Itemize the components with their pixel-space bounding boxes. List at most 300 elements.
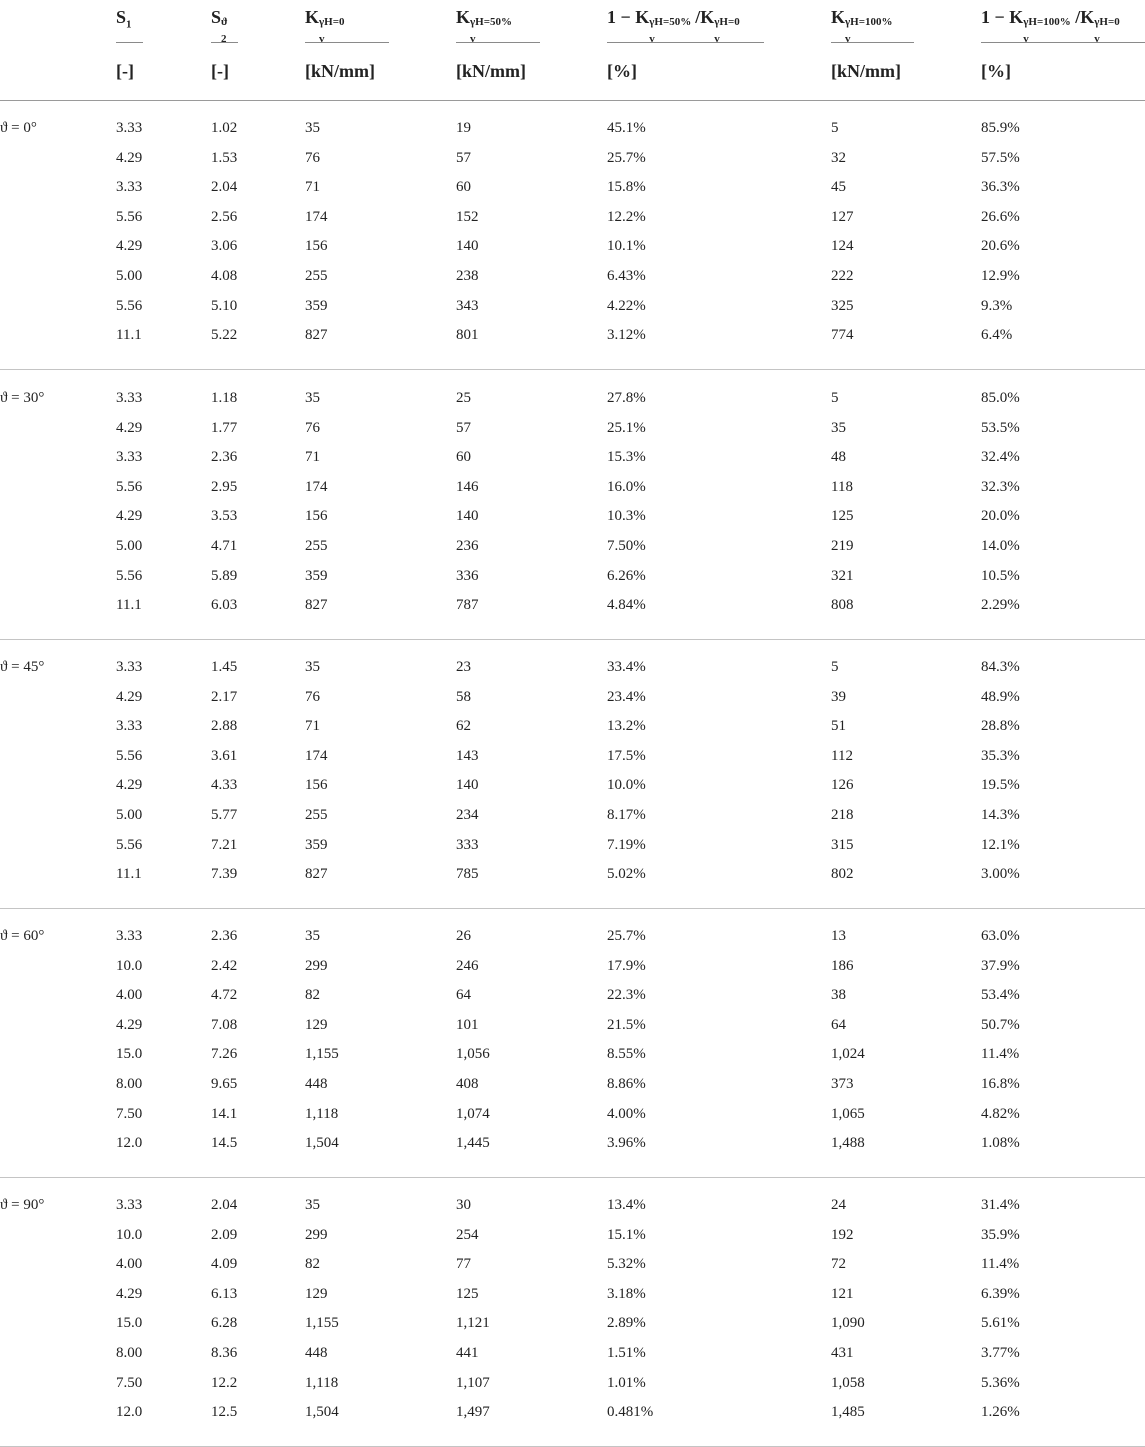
group-label: ϑ = 90° (0, 1197, 45, 1213)
table-row (0, 659, 1145, 689)
header-rule (456, 42, 540, 43)
group-label: ϑ = 0° (0, 120, 37, 136)
table-cell: 62 (456, 718, 471, 735)
table-cell: 140 (456, 238, 479, 255)
table-row (0, 837, 1145, 867)
table-cell: 174 (305, 747, 328, 764)
table-cell: 10.5% (981, 567, 1020, 584)
table-cell: 3.33 (116, 659, 143, 675)
table-cell: 58 (456, 688, 471, 705)
table-cell: 359 (305, 836, 328, 853)
table-cell: 118 (831, 478, 853, 495)
table-cell: 1.08% (981, 1135, 1020, 1152)
table-cell: 4.71 (211, 538, 238, 554)
table-cell: 12.1% (981, 836, 1020, 853)
table-cell: 20.0% (981, 508, 1020, 525)
table-row (0, 568, 1145, 598)
table-row (0, 1197, 1145, 1227)
table-cell: 3.12% (607, 327, 646, 344)
table-cell: 10.0 (116, 957, 143, 974)
table-cell: 129 (305, 1285, 328, 1302)
table-row (0, 1046, 1145, 1076)
table-row (0, 508, 1145, 538)
table-cell: 827 (305, 597, 328, 614)
header-reduction-100: 1 − K γH=100% v /K γH=0 v (981, 7, 1120, 45)
table-cell: 84.3% (981, 659, 1020, 675)
table-cell: 14.1 (211, 1105, 238, 1122)
table-cell: 1.18 (211, 390, 238, 406)
table-cell: 8.00 (116, 1076, 143, 1092)
table-cell: 16.0% (607, 478, 646, 495)
table-cell: 23 (456, 659, 471, 675)
table-cell: 10.0% (607, 777, 646, 794)
table-cell: 7.39 (211, 866, 238, 883)
table-cell: 8.86% (607, 1076, 646, 1092)
table-cell: 5 (831, 390, 839, 406)
table-cell: 255 (305, 807, 328, 823)
table-row (0, 1227, 1145, 1257)
table-row (0, 1375, 1145, 1405)
table-cell: 64 (831, 1016, 846, 1033)
table-cell: 218 (831, 807, 854, 823)
header-rule (116, 42, 143, 43)
table-cell: 12.2 (211, 1374, 238, 1391)
table-cell: 1,121 (456, 1315, 490, 1332)
table-cell: 32.3% (981, 478, 1020, 495)
table-cell: 14.5 (211, 1135, 238, 1152)
table-row (0, 209, 1145, 239)
table-cell: 441 (456, 1345, 479, 1361)
table-cell: 1,056 (456, 1046, 490, 1063)
table-cell: 4.29 (116, 1016, 143, 1033)
table-cell: 5.56 (116, 208, 143, 225)
table-cell: 6.03 (211, 597, 238, 614)
table-cell: 2.56 (211, 208, 238, 225)
table-cell: 7.50% (607, 538, 646, 554)
table-cell: 1,497 (456, 1404, 490, 1421)
table-cell: 7.08 (211, 1016, 238, 1033)
table-cell: 4.22% (607, 297, 646, 314)
table-cell: 10.1% (607, 238, 646, 255)
table-row (0, 150, 1145, 180)
table-cell: 71 (305, 449, 320, 466)
table-cell: 126 (831, 777, 854, 794)
table-cell: 63.0% (981, 928, 1020, 944)
table-row (0, 1076, 1145, 1106)
table-cell: 5 (831, 659, 839, 675)
table-cell: 3.33 (116, 120, 143, 136)
table-cell: 2.36 (211, 928, 238, 944)
table-cell: 219 (831, 538, 854, 554)
table-cell: 15.1% (607, 1226, 646, 1243)
table-cell: 125 (831, 508, 854, 525)
table-row (0, 748, 1145, 778)
table-cell: 156 (305, 508, 328, 525)
table-cell: 13.2% (607, 718, 646, 735)
table-cell: 60 (456, 449, 471, 466)
table-cell: 2.42 (211, 957, 238, 974)
table-cell: 4.00% (607, 1105, 646, 1122)
header-rule (831, 42, 914, 43)
table-cell: 5.00 (116, 538, 143, 554)
table-cell: 17.5% (607, 747, 646, 764)
table-cell: 5.00 (116, 807, 143, 823)
table-cell: 802 (831, 866, 854, 883)
table-row (0, 1345, 1145, 1375)
table-group (0, 1177, 1145, 1447)
header-rule (607, 42, 764, 43)
table-cell: 1.53 (211, 149, 238, 166)
table-cell: 156 (305, 238, 328, 255)
table-cell: 19 (456, 120, 471, 136)
table-cell: 8.00 (116, 1345, 143, 1361)
table-cell: 32.4% (981, 449, 1020, 466)
table-cell: 76 (305, 419, 320, 436)
table-cell: 127 (831, 208, 854, 225)
table-cell: 3.06 (211, 238, 238, 255)
table-cell: 448 (305, 1345, 328, 1361)
table-cell: 82 (305, 987, 320, 1004)
table-row (0, 390, 1145, 420)
table-row (0, 120, 1145, 150)
table-cell: 76 (305, 149, 320, 166)
table-cell: 25.1% (607, 419, 646, 436)
table-cell: 359 (305, 297, 328, 314)
table-cell: 10.3% (607, 508, 646, 525)
table-row (0, 1256, 1145, 1286)
table-cell: 45.1% (607, 120, 646, 136)
table-cell: 125 (456, 1285, 479, 1302)
table-cell: 82 (305, 1256, 320, 1273)
table-cell: 3.00% (981, 866, 1020, 883)
table-cell: 35 (305, 1197, 320, 1213)
table-cell: 801 (456, 327, 479, 344)
table-cell: 3.33 (116, 390, 143, 406)
table-cell: 38 (831, 987, 846, 1004)
table-cell: 4.29 (116, 508, 143, 525)
table-cell: 2.36 (211, 449, 238, 466)
header-kv-100: K γH=100% v (831, 7, 893, 45)
table-cell: 785 (456, 866, 479, 883)
table-cell: 5.22 (211, 327, 238, 344)
table-cell: 26 (456, 928, 471, 944)
header-unit: [kN/mm] (831, 61, 901, 81)
header-unit: [kN/mm] (305, 61, 375, 81)
table-cell: 3.33 (116, 928, 143, 944)
table-cell: 50.7% (981, 1016, 1020, 1033)
table-cell: 5.56 (116, 747, 143, 764)
table-cell: 24 (831, 1197, 846, 1213)
table-cell: 11.1 (116, 866, 142, 883)
table-cell: 6.26% (607, 567, 646, 584)
table-cell: 5.32% (607, 1256, 646, 1273)
table-cell: 2.29% (981, 597, 1020, 614)
table-cell: 1,118 (305, 1374, 339, 1391)
header-rule (981, 42, 1145, 43)
group-label: ϑ = 45° (0, 659, 45, 675)
table-row (0, 1135, 1145, 1165)
table-cell: 1.02 (211, 120, 238, 136)
table-cell: 359 (305, 567, 328, 584)
table-row (0, 987, 1145, 1017)
table-cell: 25 (456, 390, 471, 406)
header-kv-50: K γH=50% v (456, 7, 512, 45)
table-cell: 11.1 (116, 597, 142, 614)
table-cell: 1.26% (981, 1404, 1020, 1421)
table-cell: 17.9% (607, 957, 646, 974)
header-unit: [-] (211, 61, 229, 81)
table-row (0, 1017, 1145, 1047)
table-cell: 35 (305, 659, 320, 675)
table-cell: 3.33 (116, 718, 143, 735)
group-label: ϑ = 60° (0, 928, 45, 944)
table-cell: 13 (831, 928, 846, 944)
table-row (0, 866, 1145, 896)
table-cell: 1,155 (305, 1315, 339, 1332)
table-cell: 12.9% (981, 268, 1020, 284)
table-cell: 19.5% (981, 777, 1020, 794)
table-cell: 4.29 (116, 419, 143, 436)
table-cell: 10.0 (116, 1226, 143, 1243)
table-cell: 3.33 (116, 449, 143, 466)
table-cell: 174 (305, 478, 328, 495)
table-cell: 77 (456, 1256, 471, 1273)
table-cell: 3.33 (116, 1197, 143, 1213)
table-cell: 431 (831, 1345, 854, 1361)
table-cell: 12.0 (116, 1135, 143, 1152)
table-cell: 5 (831, 120, 839, 136)
table-cell: 5.56 (116, 478, 143, 495)
table-group (0, 370, 1145, 640)
table-cell: 60 (456, 179, 471, 196)
table-cell: 12.5 (211, 1404, 238, 1421)
table-cell: 6.39% (981, 1285, 1020, 1302)
table-cell: 2.89% (607, 1315, 646, 1332)
table-cell: 4.29 (116, 149, 143, 166)
table-cell: 16.8% (981, 1076, 1020, 1092)
table-cell: 5.56 (116, 297, 143, 314)
table-cell: 2.09 (211, 1226, 238, 1243)
table-cell: 112 (831, 747, 853, 764)
table-cell: 33.4% (607, 659, 646, 675)
table-cell: 124 (831, 238, 854, 255)
header-s2: S ϑ 2 (211, 7, 228, 45)
table-row (0, 327, 1145, 357)
table-cell: 45 (831, 179, 846, 196)
table-cell: 25.7% (607, 149, 646, 166)
table-cell: 808 (831, 597, 854, 614)
table-cell: 1.77 (211, 419, 238, 436)
table-cell: 25.7% (607, 928, 646, 944)
table-row (0, 538, 1145, 568)
table-cell: 143 (456, 747, 479, 764)
table-cell: 236 (456, 538, 479, 554)
table-cell: 57.5% (981, 149, 1020, 166)
table-cell: 1,065 (831, 1105, 865, 1122)
table-cell: 3.53 (211, 508, 238, 525)
table-cell: 8.36 (211, 1345, 238, 1361)
table-cell: 85.9% (981, 120, 1020, 136)
table-cell: 255 (305, 268, 328, 284)
table-cell: 5.02% (607, 866, 646, 883)
table-cell: 35 (305, 120, 320, 136)
table-cell: 27.8% (607, 390, 646, 406)
table-cell: 152 (456, 208, 479, 225)
table-row (0, 479, 1145, 509)
group-label: ϑ = 30° (0, 390, 45, 406)
table-cell: 1,504 (305, 1135, 339, 1152)
table-cell: 1,488 (831, 1135, 865, 1152)
table-cell: 325 (831, 297, 854, 314)
table-cell: 15.0 (116, 1315, 143, 1332)
table-cell: 11.4% (981, 1046, 1020, 1063)
header-unit: [%] (607, 61, 637, 81)
table-cell: 7.19% (607, 836, 646, 853)
table-cell: 71 (305, 718, 320, 735)
table-cell: 35.3% (981, 747, 1020, 764)
table-cell: 408 (456, 1076, 479, 1092)
table-cell: 14.0% (981, 538, 1020, 554)
table-cell: 2.04 (211, 179, 238, 196)
table-header (0, 0, 1145, 101)
table-cell: 0.481% (607, 1404, 654, 1421)
table-row (0, 928, 1145, 958)
table-cell: 76 (305, 688, 320, 705)
table-cell: 146 (456, 478, 479, 495)
table-cell: 1,090 (831, 1315, 865, 1332)
table-cell: 373 (831, 1076, 854, 1092)
table-cell: 64 (456, 987, 471, 1004)
table-cell: 343 (456, 297, 479, 314)
header-rule (211, 42, 238, 43)
table-cell: 4.00 (116, 1256, 143, 1273)
table-cell: 321 (831, 567, 854, 584)
header-kv-0: K γH=0 v (305, 7, 345, 45)
table-row (0, 1315, 1145, 1345)
table-cell: 53.5% (981, 419, 1020, 436)
table-cell: 6.43% (607, 268, 646, 284)
table-cell: 192 (831, 1226, 854, 1243)
table-cell: 15.8% (607, 179, 646, 196)
table-cell: 299 (305, 957, 328, 974)
table-cell: 13.4% (607, 1197, 646, 1213)
table-cell: 14.3% (981, 807, 1020, 823)
table-cell: 35.9% (981, 1226, 1020, 1243)
table-cell: 31.4% (981, 1197, 1020, 1213)
table-cell: 37.9% (981, 957, 1020, 974)
table-cell: 3.77% (981, 1345, 1020, 1361)
table-cell: 6.13 (211, 1285, 238, 1302)
table-cell: 5.61% (981, 1315, 1020, 1332)
table-cell: 7.50 (116, 1374, 143, 1391)
table-cell: 4.09 (211, 1256, 238, 1273)
table-cell: 1,445 (456, 1135, 490, 1152)
table-cell: 57 (456, 149, 471, 166)
table-cell: 827 (305, 327, 328, 344)
table-cell: 827 (305, 866, 328, 883)
table-cell: 8.55% (607, 1046, 646, 1063)
table-cell: 8.17% (607, 807, 646, 823)
table-cell: 254 (456, 1226, 479, 1243)
table-cell: 4.72 (211, 987, 238, 1004)
table-cell: 35 (305, 928, 320, 944)
table-row (0, 1404, 1145, 1434)
table-cell: 1,485 (831, 1404, 865, 1421)
table-cell: 5.77 (211, 807, 238, 823)
table-cell: 1.45 (211, 659, 238, 675)
table-cell: 234 (456, 807, 479, 823)
table-cell: 156 (305, 777, 328, 794)
table-cell: 1.01% (607, 1374, 646, 1391)
table-row (0, 807, 1145, 837)
table-cell: 129 (305, 1016, 328, 1033)
table-cell: 20.6% (981, 238, 1020, 255)
table-row (0, 597, 1145, 627)
table-cell: 5.10 (211, 297, 238, 314)
table-cell: 12.0 (116, 1404, 143, 1421)
table-cell: 28.8% (981, 718, 1020, 735)
table-cell: 57 (456, 419, 471, 436)
table-group (0, 639, 1145, 909)
table-cell: 32 (831, 149, 846, 166)
table-cell: 2.17 (211, 688, 238, 705)
table-cell: 299 (305, 1226, 328, 1243)
table-group (0, 908, 1145, 1178)
table-cell: 4.29 (116, 238, 143, 255)
table-cell: 2.04 (211, 1197, 238, 1213)
table-cell: 15.0 (116, 1046, 143, 1063)
table-cell: 3.18% (607, 1285, 646, 1302)
table-cell: 35 (305, 390, 320, 406)
table-cell: 774 (831, 327, 854, 344)
table-row (0, 689, 1145, 719)
header-unit: [%] (981, 61, 1011, 81)
table-cell: 140 (456, 777, 479, 794)
table-row (0, 298, 1145, 328)
table-cell: 238 (456, 268, 479, 284)
table-cell: 85.0% (981, 390, 1020, 406)
table-cell: 448 (305, 1076, 328, 1092)
table-cell: 5.56 (116, 567, 143, 584)
table-cell: 9.65 (211, 1076, 238, 1092)
table-cell: 186 (831, 957, 854, 974)
table-cell: 3.33 (116, 179, 143, 196)
table-cell: 1,024 (831, 1046, 865, 1063)
table-row (0, 449, 1145, 479)
table-row (0, 420, 1145, 450)
table-cell: 1,504 (305, 1404, 339, 1421)
header-rule (305, 42, 389, 43)
table-cell: 4.00 (116, 987, 143, 1004)
table-cell: 101 (456, 1016, 479, 1033)
header-reduction-50: 1 − K γH=50% v /K γH=0 v (607, 7, 740, 45)
table-cell: 71 (305, 179, 320, 196)
table-cell: 1,107 (456, 1374, 490, 1391)
table-cell: 5.36% (981, 1374, 1020, 1391)
table-cell: 7.26 (211, 1046, 238, 1063)
table-cell: 255 (305, 538, 328, 554)
header-unit: [kN/mm] (456, 61, 526, 81)
table-cell: 3.96% (607, 1135, 646, 1152)
table-cell: 48 (831, 449, 846, 466)
table-cell: 35 (831, 419, 846, 436)
table-row (0, 718, 1145, 748)
table-cell: 121 (831, 1285, 854, 1302)
table-cell: 6.4% (981, 327, 1013, 344)
header-unit: [-] (116, 61, 134, 81)
table-cell: 4.84% (607, 597, 646, 614)
table-cell: 140 (456, 508, 479, 525)
